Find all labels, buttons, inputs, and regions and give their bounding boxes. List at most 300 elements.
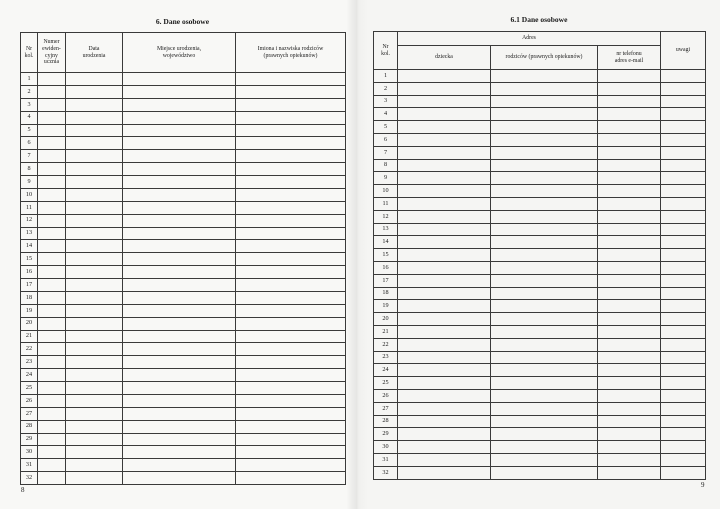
row-number: 13 (374, 223, 398, 236)
table-row (374, 197, 706, 210)
cell-adres-rodzicow (491, 300, 598, 313)
cell-rodzice (236, 420, 346, 433)
cell-numer-ewidencyjny (38, 137, 66, 150)
row-number: 14 (374, 236, 398, 249)
table-row (21, 85, 346, 98)
header-nr-kol: Nr kol. (21, 33, 38, 73)
cell-adres-dziecka (398, 338, 491, 351)
cell-rodzice (236, 85, 346, 98)
table-row (374, 82, 706, 95)
address-table (373, 31, 706, 480)
cell-telefon-email (598, 223, 661, 236)
table-header (21, 33, 346, 73)
cell-rodzice (236, 227, 346, 240)
cell-miejsce-urodzenia (123, 201, 236, 214)
cell-data-urodzenia (66, 253, 123, 266)
row-number: 18 (374, 287, 398, 300)
table-row (21, 188, 346, 201)
cell-uwagi (661, 402, 706, 415)
row-number: 24 (21, 369, 38, 382)
row-number: 29 (374, 428, 398, 441)
cell-adres-rodzicow (491, 249, 598, 262)
cell-rodzice (236, 176, 346, 189)
cell-telefon-email (598, 453, 661, 466)
cell-telefon-email (598, 377, 661, 390)
cell-telefon-email (598, 210, 661, 223)
table-row (21, 330, 346, 343)
cell-uwagi (661, 338, 706, 351)
cell-numer-ewidencyjny (38, 176, 66, 189)
cell-data-urodzenia (66, 214, 123, 227)
cell-data-urodzenia (66, 266, 123, 279)
row-number: 31 (374, 453, 398, 466)
cell-rodzice (236, 266, 346, 279)
table-row (21, 382, 346, 395)
row-number: 30 (21, 446, 38, 459)
table-row (374, 133, 706, 146)
cell-telefon-email (598, 274, 661, 287)
row-number: 32 (21, 472, 38, 485)
cell-data-urodzenia (66, 176, 123, 189)
cell-telefon-email (598, 389, 661, 402)
cell-adres-rodzicow (491, 70, 598, 83)
cell-uwagi (661, 249, 706, 262)
row-number: 28 (21, 420, 38, 433)
cell-miejsce-urodzenia (123, 227, 236, 240)
cell-adres-rodzicow (491, 287, 598, 300)
row-number: 22 (21, 343, 38, 356)
cell-data-urodzenia (66, 317, 123, 330)
row-number: 17 (374, 274, 398, 287)
cell-rodzice (236, 150, 346, 163)
header-data-urodzenia: Data urodzenia (66, 33, 123, 73)
cell-adres-rodzicow (491, 197, 598, 210)
cell-adres-dziecka (398, 351, 491, 364)
table-row (374, 223, 706, 236)
cell-rodzice (236, 343, 346, 356)
cell-miejsce-urodzenia (123, 394, 236, 407)
cell-miejsce-urodzenia (123, 176, 236, 189)
cell-adres-rodzicow (491, 453, 598, 466)
cell-uwagi (661, 121, 706, 134)
row-number: 3 (21, 98, 38, 111)
table-row (21, 111, 346, 124)
cell-uwagi (661, 274, 706, 287)
cell-telefon-email (598, 351, 661, 364)
row-number: 8 (374, 159, 398, 172)
table-row (21, 291, 346, 304)
cell-numer-ewidencyjny (38, 291, 66, 304)
row-number: 9 (21, 176, 38, 189)
row-number: 23 (21, 356, 38, 369)
cell-uwagi (661, 159, 706, 172)
cell-rodzice (236, 98, 346, 111)
cell-telefon-email (598, 441, 661, 454)
header-nr-kol: Nr kol. (374, 32, 398, 70)
table-row (21, 459, 346, 472)
cell-data-urodzenia (66, 201, 123, 214)
cell-uwagi (661, 95, 706, 108)
cell-telefon-email (598, 428, 661, 441)
cell-miejsce-urodzenia (123, 98, 236, 111)
cell-numer-ewidencyjny (38, 433, 66, 446)
cell-numer-ewidencyjny (38, 369, 66, 382)
table-row (374, 274, 706, 287)
table-row (21, 124, 346, 137)
table-row (21, 214, 346, 227)
row-number: 29 (21, 433, 38, 446)
cell-miejsce-urodzenia (123, 304, 236, 317)
cell-telefon-email (598, 95, 661, 108)
cell-numer-ewidencyjny (38, 227, 66, 240)
cell-numer-ewidencyjny (38, 124, 66, 137)
cell-data-urodzenia (66, 150, 123, 163)
cell-adres-dziecka (398, 402, 491, 415)
cell-adres-rodzicow (491, 223, 598, 236)
cell-numer-ewidencyjny (38, 356, 66, 369)
cell-adres-dziecka (398, 133, 491, 146)
cell-data-urodzenia (66, 420, 123, 433)
cell-data-urodzenia (66, 356, 123, 369)
cell-data-urodzenia (66, 382, 123, 395)
cell-numer-ewidencyjny (38, 472, 66, 485)
cell-adres-dziecka (398, 159, 491, 172)
cell-uwagi (661, 261, 706, 274)
page-title: 6.1 Dane osobowe (510, 15, 568, 24)
row-number: 4 (374, 108, 398, 121)
table-row (21, 266, 346, 279)
row-number: 10 (21, 188, 38, 201)
cell-data-urodzenia (66, 369, 123, 382)
cell-data-urodzenia (66, 73, 123, 86)
cell-data-urodzenia (66, 343, 123, 356)
cell-numer-ewidencyjny (38, 111, 66, 124)
cell-adres-dziecka (398, 82, 491, 95)
cell-data-urodzenia (66, 163, 123, 176)
cell-telefon-email (598, 197, 661, 210)
cell-uwagi (661, 210, 706, 223)
row-number: 16 (21, 266, 38, 279)
row-number: 5 (374, 121, 398, 134)
cell-miejsce-urodzenia (123, 111, 236, 124)
cell-adres-dziecka (398, 377, 491, 390)
cell-telefon-email (598, 466, 661, 479)
cell-rodzice (236, 163, 346, 176)
cell-data-urodzenia (66, 279, 123, 292)
cell-numer-ewidencyjny (38, 240, 66, 253)
cell-miejsce-urodzenia (123, 343, 236, 356)
row-number: 19 (21, 304, 38, 317)
cell-numer-ewidencyjny (38, 343, 66, 356)
header-telefon-email: nr telefonu adres e-mail (598, 46, 661, 70)
cell-adres-dziecka (398, 223, 491, 236)
cell-telefon-email (598, 185, 661, 198)
cell-adres-dziecka (398, 453, 491, 466)
cell-telefon-email (598, 287, 661, 300)
cell-adres-dziecka (398, 325, 491, 338)
left-page (0, 0, 356, 509)
cell-rodzice (236, 188, 346, 201)
cell-data-urodzenia (66, 124, 123, 137)
table-row (374, 364, 706, 377)
table-row (21, 420, 346, 433)
cell-adres-rodzicow (491, 121, 598, 134)
row-number: 21 (21, 330, 38, 343)
table-row (374, 261, 706, 274)
table-row (374, 338, 706, 351)
cell-uwagi (661, 313, 706, 326)
cell-rodzice (236, 472, 346, 485)
cell-uwagi (661, 428, 706, 441)
cell-numer-ewidencyjny (38, 394, 66, 407)
table-header (374, 32, 706, 70)
cell-miejsce-urodzenia (123, 330, 236, 343)
cell-data-urodzenia (66, 98, 123, 111)
cell-adres-rodzicow (491, 338, 598, 351)
cell-miejsce-urodzenia (123, 137, 236, 150)
cell-uwagi (661, 197, 706, 210)
cell-telefon-email (598, 82, 661, 95)
table-row (374, 185, 706, 198)
table-row (21, 163, 346, 176)
table-row (374, 351, 706, 364)
table-row (21, 433, 346, 446)
cell-adres-dziecka (398, 415, 491, 428)
row-number: 4 (21, 111, 38, 124)
table-row (374, 466, 706, 479)
cell-telefon-email (598, 172, 661, 185)
cell-adres-rodzicow (491, 133, 598, 146)
cell-uwagi (661, 146, 706, 159)
row-number: 5 (21, 124, 38, 137)
cell-telefon-email (598, 300, 661, 313)
cell-telefon-email (598, 415, 661, 428)
cell-adres-dziecka (398, 70, 491, 83)
cell-adres-dziecka (398, 185, 491, 198)
row-number: 10 (374, 185, 398, 198)
row-number: 7 (21, 150, 38, 163)
cell-miejsce-urodzenia (123, 472, 236, 485)
cell-telefon-email (598, 402, 661, 415)
header-uwagi: uwagi (661, 32, 706, 70)
table-row (21, 98, 346, 111)
table-body (374, 70, 706, 480)
table-row (374, 377, 706, 390)
cell-adres-rodzicow (491, 261, 598, 274)
table-row (374, 389, 706, 402)
row-number: 15 (374, 249, 398, 262)
cell-rodzice (236, 240, 346, 253)
cell-telefon-email (598, 325, 661, 338)
table-row (21, 137, 346, 150)
cell-rodzice (236, 369, 346, 382)
cell-numer-ewidencyjny (38, 446, 66, 459)
cell-adres-rodzicow (491, 146, 598, 159)
cell-miejsce-urodzenia (123, 317, 236, 330)
cell-miejsce-urodzenia (123, 124, 236, 137)
row-number: 25 (21, 382, 38, 395)
cell-numer-ewidencyjny (38, 304, 66, 317)
cell-telefon-email (598, 364, 661, 377)
row-number: 22 (374, 338, 398, 351)
cell-uwagi (661, 389, 706, 402)
cell-rodzice (236, 111, 346, 124)
cell-uwagi (661, 82, 706, 95)
row-number: 2 (374, 82, 398, 95)
cell-adres-rodzicow (491, 172, 598, 185)
cell-adres-rodzicow (491, 236, 598, 249)
cell-miejsce-urodzenia (123, 382, 236, 395)
table-row (21, 279, 346, 292)
cell-uwagi (661, 325, 706, 338)
table-row (374, 159, 706, 172)
cell-miejsce-urodzenia (123, 253, 236, 266)
cell-miejsce-urodzenia (123, 407, 236, 420)
cell-telefon-email (598, 121, 661, 134)
table-row (374, 121, 706, 134)
cell-rodzice (236, 73, 346, 86)
row-number: 14 (21, 240, 38, 253)
cell-numer-ewidencyjny (38, 85, 66, 98)
header-rodzice: Imiona i nazwiska rodziców (prawnych opiekunów) (236, 33, 346, 73)
cell-miejsce-urodzenia (123, 85, 236, 98)
row-number: 12 (21, 214, 38, 227)
cell-numer-ewidencyjny (38, 201, 66, 214)
cell-miejsce-urodzenia (123, 420, 236, 433)
table-row (21, 317, 346, 330)
cell-telefon-email (598, 313, 661, 326)
row-number: 6 (21, 137, 38, 150)
cell-miejsce-urodzenia (123, 266, 236, 279)
row-number: 20 (21, 317, 38, 330)
cell-numer-ewidencyjny (38, 317, 66, 330)
cell-rodzice (236, 253, 346, 266)
cell-miejsce-urodzenia (123, 214, 236, 227)
table-row (21, 176, 346, 189)
cell-numer-ewidencyjny (38, 459, 66, 472)
cell-uwagi (661, 223, 706, 236)
cell-miejsce-urodzenia (123, 73, 236, 86)
row-number: 30 (374, 441, 398, 454)
row-number: 11 (21, 201, 38, 214)
page-number: 9 (701, 481, 705, 489)
table-row (21, 343, 346, 356)
cell-miejsce-urodzenia (123, 150, 236, 163)
cell-data-urodzenia (66, 433, 123, 446)
cell-data-urodzenia (66, 407, 123, 420)
cell-adres-dziecka (398, 287, 491, 300)
cell-adres-dziecka (398, 249, 491, 262)
cell-adres-dziecka (398, 466, 491, 479)
right-page (356, 0, 720, 509)
page-gutter-shadow (346, 0, 368, 509)
table-row (374, 300, 706, 313)
header-dziecka: dziecka (398, 46, 491, 70)
cell-uwagi (661, 364, 706, 377)
table-row (21, 356, 346, 369)
row-number: 8 (21, 163, 38, 176)
cell-adres-rodzicow (491, 274, 598, 287)
cell-uwagi (661, 453, 706, 466)
row-number: 13 (21, 227, 38, 240)
cell-adres-dziecka (398, 300, 491, 313)
table-row (374, 146, 706, 159)
table-body (21, 73, 346, 485)
cell-adres-rodzicow (491, 351, 598, 364)
cell-adres-dziecka (398, 172, 491, 185)
table-row (374, 428, 706, 441)
cell-rodzice (236, 214, 346, 227)
row-number: 27 (21, 407, 38, 420)
table-row (374, 95, 706, 108)
cell-data-urodzenia (66, 188, 123, 201)
cell-adres-rodzicow (491, 415, 598, 428)
cell-uwagi (661, 70, 706, 83)
header-row (21, 33, 346, 73)
table-row (374, 402, 706, 415)
header-miejsce-urodzenia: Miejsce urodzenia, województwo (123, 33, 236, 73)
header-adres: Adres (398, 32, 661, 46)
cell-data-urodzenia (66, 291, 123, 304)
cell-miejsce-urodzenia (123, 433, 236, 446)
row-number: 28 (374, 415, 398, 428)
cell-adres-rodzicow (491, 159, 598, 172)
table-row (374, 325, 706, 338)
table-row (21, 472, 346, 485)
row-number: 11 (374, 197, 398, 210)
cell-adres-dziecka (398, 441, 491, 454)
cell-adres-rodzicow (491, 82, 598, 95)
cell-rodzice (236, 304, 346, 317)
cell-data-urodzenia (66, 459, 123, 472)
cell-numer-ewidencyjny (38, 253, 66, 266)
row-number: 23 (374, 351, 398, 364)
cell-miejsce-urodzenia (123, 240, 236, 253)
cell-uwagi (661, 466, 706, 479)
cell-rodzice (236, 291, 346, 304)
cell-rodzice (236, 201, 346, 214)
cell-data-urodzenia (66, 111, 123, 124)
cell-miejsce-urodzenia (123, 291, 236, 304)
row-number: 25 (374, 377, 398, 390)
table-row (374, 415, 706, 428)
row-number: 21 (374, 325, 398, 338)
cell-rodzice (236, 459, 346, 472)
cell-numer-ewidencyjny (38, 98, 66, 111)
cell-rodzice (236, 407, 346, 420)
cell-miejsce-urodzenia (123, 356, 236, 369)
cell-data-urodzenia (66, 472, 123, 485)
cell-miejsce-urodzenia (123, 279, 236, 292)
row-number: 31 (21, 459, 38, 472)
page-title: 6. Dane osobowe (155, 17, 210, 26)
table-row (374, 70, 706, 83)
header-numer-ewidencyjny: Numer ewiden- cyjny ucznia (38, 33, 66, 73)
cell-adres-rodzicow (491, 185, 598, 198)
row-number: 12 (374, 210, 398, 223)
cell-numer-ewidencyjny (38, 420, 66, 433)
cell-adres-dziecka (398, 364, 491, 377)
cell-adres-rodzicow (491, 389, 598, 402)
table-row (21, 201, 346, 214)
row-number: 26 (374, 389, 398, 402)
cell-adres-dziecka (398, 261, 491, 274)
row-number: 2 (21, 85, 38, 98)
cell-uwagi (661, 133, 706, 146)
cell-numer-ewidencyjny (38, 279, 66, 292)
row-number: 6 (374, 133, 398, 146)
table-row (21, 446, 346, 459)
